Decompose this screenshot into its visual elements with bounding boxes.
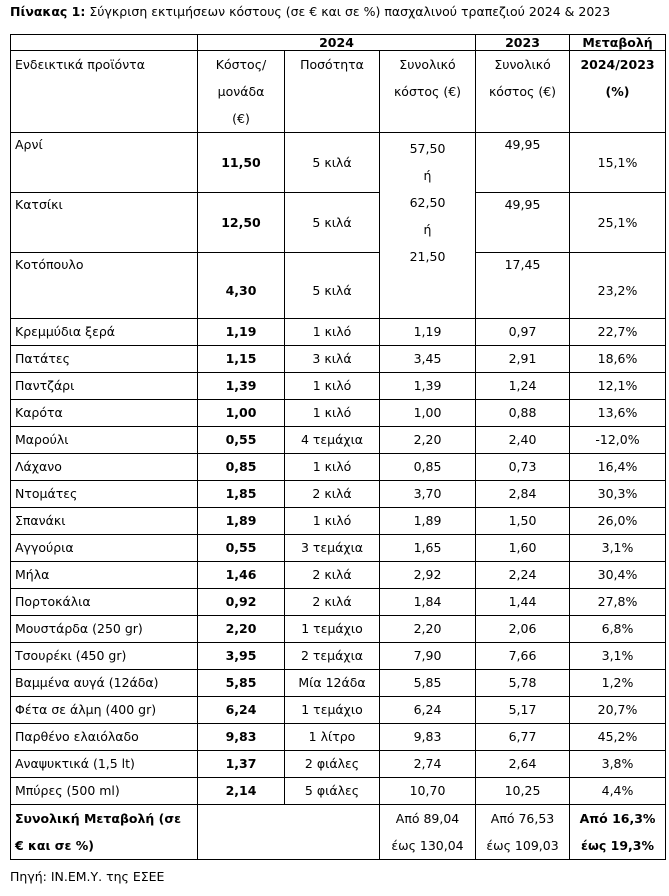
unit-cost: 2,20	[198, 616, 285, 643]
table-row	[11, 562, 666, 589]
product-name: Παρθένο ελαιόλαδο	[11, 724, 198, 751]
product-name: Βαμμένα αυγά (12άδα)	[11, 670, 198, 697]
total-2024: 1,00	[380, 400, 476, 427]
total-2023: 2,06	[476, 616, 570, 643]
total-2024: 2,92	[380, 562, 476, 589]
unit-cost: 1,85	[198, 481, 285, 508]
total-2024: 2,20	[380, 616, 476, 643]
header-change: Μεταβολή	[570, 35, 666, 51]
total-2023: 2,40	[476, 427, 570, 454]
product-name: Μήλα	[11, 562, 198, 589]
table-row	[11, 481, 666, 508]
quantity: 1 κιλό	[285, 373, 380, 400]
header-year-2023: 2023	[476, 35, 570, 51]
unit-cost: 11,50	[198, 133, 285, 193]
unit-cost: 9,83	[198, 724, 285, 751]
unit-cost: 1,15	[198, 346, 285, 373]
product-name: Μπύρες (500 ml)	[11, 778, 198, 805]
total-2024: 6,24	[380, 697, 476, 724]
total-2024: 3,70	[380, 481, 476, 508]
total-2023: 1,60	[476, 535, 570, 562]
header-row-columns	[11, 51, 666, 133]
table-row	[11, 751, 666, 778]
unit-cost: 6,24	[198, 697, 285, 724]
change-percent: 3,8%	[570, 751, 666, 778]
total-2023: 2,64	[476, 751, 570, 778]
change-percent: 22,7%	[570, 319, 666, 346]
header-change-period: 2024/2023 (%)	[570, 51, 666, 133]
table-row	[11, 670, 666, 697]
product-name: Αναψυκτικά (1,5 lt)	[11, 751, 198, 778]
unit-cost: 3,95	[198, 643, 285, 670]
table-row	[11, 508, 666, 535]
total-2024-range: Από 89,04 έως 130,04	[380, 805, 476, 860]
product-name: Σπανάκι	[11, 508, 198, 535]
table-row-total	[11, 805, 666, 860]
total-empty-cell	[198, 805, 380, 860]
header-product: Ενδεικτικά προϊόντα	[11, 51, 198, 133]
product-name: Κρεμμύδια ξερά	[11, 319, 198, 346]
quantity: 1 κιλό	[285, 400, 380, 427]
change-percent: 3,1%	[570, 535, 666, 562]
table-row	[11, 616, 666, 643]
header-quantity: Ποσότητα	[285, 51, 380, 133]
total-2023: 2,84	[476, 481, 570, 508]
quantity: 2 κιλά	[285, 562, 380, 589]
unit-cost: 4,30	[198, 253, 285, 319]
quantity: 5 κιλά	[285, 133, 380, 193]
or-label: ή	[423, 168, 432, 183]
change-percent: 16,4%	[570, 454, 666, 481]
change-percent: 20,7%	[570, 697, 666, 724]
change-percent: 26,0%	[570, 508, 666, 535]
change-percent: 23,2%	[570, 253, 666, 319]
quantity: 1 κιλό	[285, 319, 380, 346]
quantity: 1 τεμάχιο	[285, 697, 380, 724]
change-percent: 30,3%	[570, 481, 666, 508]
total-2024: 9,83	[380, 724, 476, 751]
product-name: Καρότα	[11, 400, 198, 427]
caption-label: Πίνακας 1:	[10, 4, 86, 19]
total-2024: 7,90	[380, 643, 476, 670]
quantity: 1 λίτρο	[285, 724, 380, 751]
quantity: 2 κιλά	[285, 589, 380, 616]
product-name: Παντζάρι	[11, 373, 198, 400]
change-percent: 18,6%	[570, 346, 666, 373]
total-2023: 5,78	[476, 670, 570, 697]
total-2023: 1,50	[476, 508, 570, 535]
change-percent: 27,8%	[570, 589, 666, 616]
quantity: 5 φιάλες	[285, 778, 380, 805]
total-2024: 2,74	[380, 751, 476, 778]
unit-cost: 1,00	[198, 400, 285, 427]
total-2023: 0,88	[476, 400, 570, 427]
total-change-range: Από 16,3% έως 19,3%	[570, 805, 666, 860]
total-2023: 0,97	[476, 319, 570, 346]
quantity: 1 κιλό	[285, 454, 380, 481]
table-row-meat-chicken	[11, 253, 666, 319]
product-name: Αρνί	[11, 133, 198, 193]
total-2024: 62,50	[409, 195, 446, 210]
total-2024: 0,85	[380, 454, 476, 481]
unit-cost: 12,50	[198, 193, 285, 253]
product-name: Κατσίκι	[11, 193, 198, 253]
total-2024: 1,65	[380, 535, 476, 562]
total-2023: 1,24	[476, 373, 570, 400]
unit-cost: 0,55	[198, 427, 285, 454]
header-total-2024: Συνολικό κόστος (€)	[380, 51, 476, 133]
total-2024: 1,39	[380, 373, 476, 400]
table-row	[11, 535, 666, 562]
quantity: 2 τεμάχια	[285, 643, 380, 670]
table-row-meat-lamb	[11, 133, 666, 193]
total-2024: 3,45	[380, 346, 476, 373]
table-row	[11, 778, 666, 805]
unit-cost: 5,85	[198, 670, 285, 697]
total-2023: 2,24	[476, 562, 570, 589]
total-2023: 1,44	[476, 589, 570, 616]
change-percent: 45,2%	[570, 724, 666, 751]
product-name: Λάχανο	[11, 454, 198, 481]
table-caption	[10, 4, 610, 19]
quantity: 3 τεμάχια	[285, 535, 380, 562]
meat-total-2024-cell	[380, 133, 476, 319]
total-2024: 1,89	[380, 508, 476, 535]
product-name: Μαρούλι	[11, 427, 198, 454]
product-name: Κοτόπουλο	[11, 253, 198, 319]
total-2024: 1,19	[380, 319, 476, 346]
table-row	[11, 589, 666, 616]
product-name: Πατάτες	[11, 346, 198, 373]
unit-cost: 2,14	[198, 778, 285, 805]
change-percent: 25,1%	[570, 193, 666, 253]
total-label: Συνολική Μεταβολή (σε € και σε %)	[11, 805, 198, 860]
caption-text: Σύγκριση εκτιμήσεων κόστους (σε € και σε %) πασχαλινού τραπεζιού 2024 & 2023	[89, 4, 611, 19]
table-row	[11, 319, 666, 346]
total-2024: 5,85	[380, 670, 476, 697]
quantity: 5 κιλά	[285, 193, 380, 253]
change-percent: 15,1%	[570, 133, 666, 193]
table-row	[11, 643, 666, 670]
product-name: Ντομάτες	[11, 481, 198, 508]
cost-comparison-table	[10, 34, 666, 860]
header-row-years	[11, 35, 666, 51]
unit-cost: 1,19	[198, 319, 285, 346]
header-year-2024: 2024	[198, 35, 476, 51]
total-2024: 1,84	[380, 589, 476, 616]
table-row	[11, 400, 666, 427]
total-2023: 7,66	[476, 643, 570, 670]
header-empty-cell	[11, 35, 198, 51]
quantity: 1 τεμάχιο	[285, 616, 380, 643]
product-name: Πορτοκάλια	[11, 589, 198, 616]
change-percent: 1,2%	[570, 670, 666, 697]
table-row	[11, 454, 666, 481]
change-percent: -12,0%	[570, 427, 666, 454]
change-percent: 4,4%	[570, 778, 666, 805]
total-2024: 10,70	[380, 778, 476, 805]
total-2023: 2,91	[476, 346, 570, 373]
quantity: 2 φιάλες	[285, 751, 380, 778]
total-2023: 5,17	[476, 697, 570, 724]
source-note: Πηγή: ΙΝ.ΕΜ.Υ. της ΕΣΕΕ	[10, 869, 165, 884]
total-2024: 2,20	[380, 427, 476, 454]
table-row-meat-goat	[11, 193, 666, 253]
change-percent: 6,8%	[570, 616, 666, 643]
total-2024: 57,50	[409, 141, 446, 156]
table-row	[11, 373, 666, 400]
total-2023: 49,95	[476, 193, 570, 253]
quantity: 4 τεμάχια	[285, 427, 380, 454]
change-percent: 12,1%	[570, 373, 666, 400]
table-row	[11, 697, 666, 724]
total-2023-range: Από 76,53 έως 109,03	[476, 805, 570, 860]
quantity: 3 κιλά	[285, 346, 380, 373]
total-2023: 10,25	[476, 778, 570, 805]
product-name: Φέτα σε άλμη (400 gr)	[11, 697, 198, 724]
change-percent: 30,4%	[570, 562, 666, 589]
unit-cost: 1,37	[198, 751, 285, 778]
unit-cost: 0,55	[198, 535, 285, 562]
header-unit-cost: Κόστος/ μονάδα (€)	[198, 51, 285, 133]
quantity: 2 κιλά	[285, 481, 380, 508]
or-label: ή	[423, 222, 432, 237]
table-row	[11, 724, 666, 751]
product-rows	[11, 319, 666, 805]
total-2023: 0,73	[476, 454, 570, 481]
table-row	[11, 427, 666, 454]
total-2024: 21,50	[409, 249, 446, 264]
product-name: Τσουρέκι (450 gr)	[11, 643, 198, 670]
unit-cost: 1,46	[198, 562, 285, 589]
unit-cost: 0,92	[198, 589, 285, 616]
table-row	[11, 346, 666, 373]
change-percent: 3,1%	[570, 643, 666, 670]
quantity: 5 κιλά	[285, 253, 380, 319]
unit-cost: 1,39	[198, 373, 285, 400]
header-total-2023: Συνολικό κόστος (€)	[476, 51, 570, 133]
quantity: 1 κιλό	[285, 508, 380, 535]
total-2023: 49,95	[476, 133, 570, 193]
product-name: Μουστάρδα (250 gr)	[11, 616, 198, 643]
change-percent: 13,6%	[570, 400, 666, 427]
total-2023: 6,77	[476, 724, 570, 751]
total-2023: 17,45	[476, 253, 570, 319]
product-name: Αγγούρια	[11, 535, 198, 562]
unit-cost: 0,85	[198, 454, 285, 481]
unit-cost: 1,89	[198, 508, 285, 535]
quantity: Μία 12άδα	[285, 670, 380, 697]
